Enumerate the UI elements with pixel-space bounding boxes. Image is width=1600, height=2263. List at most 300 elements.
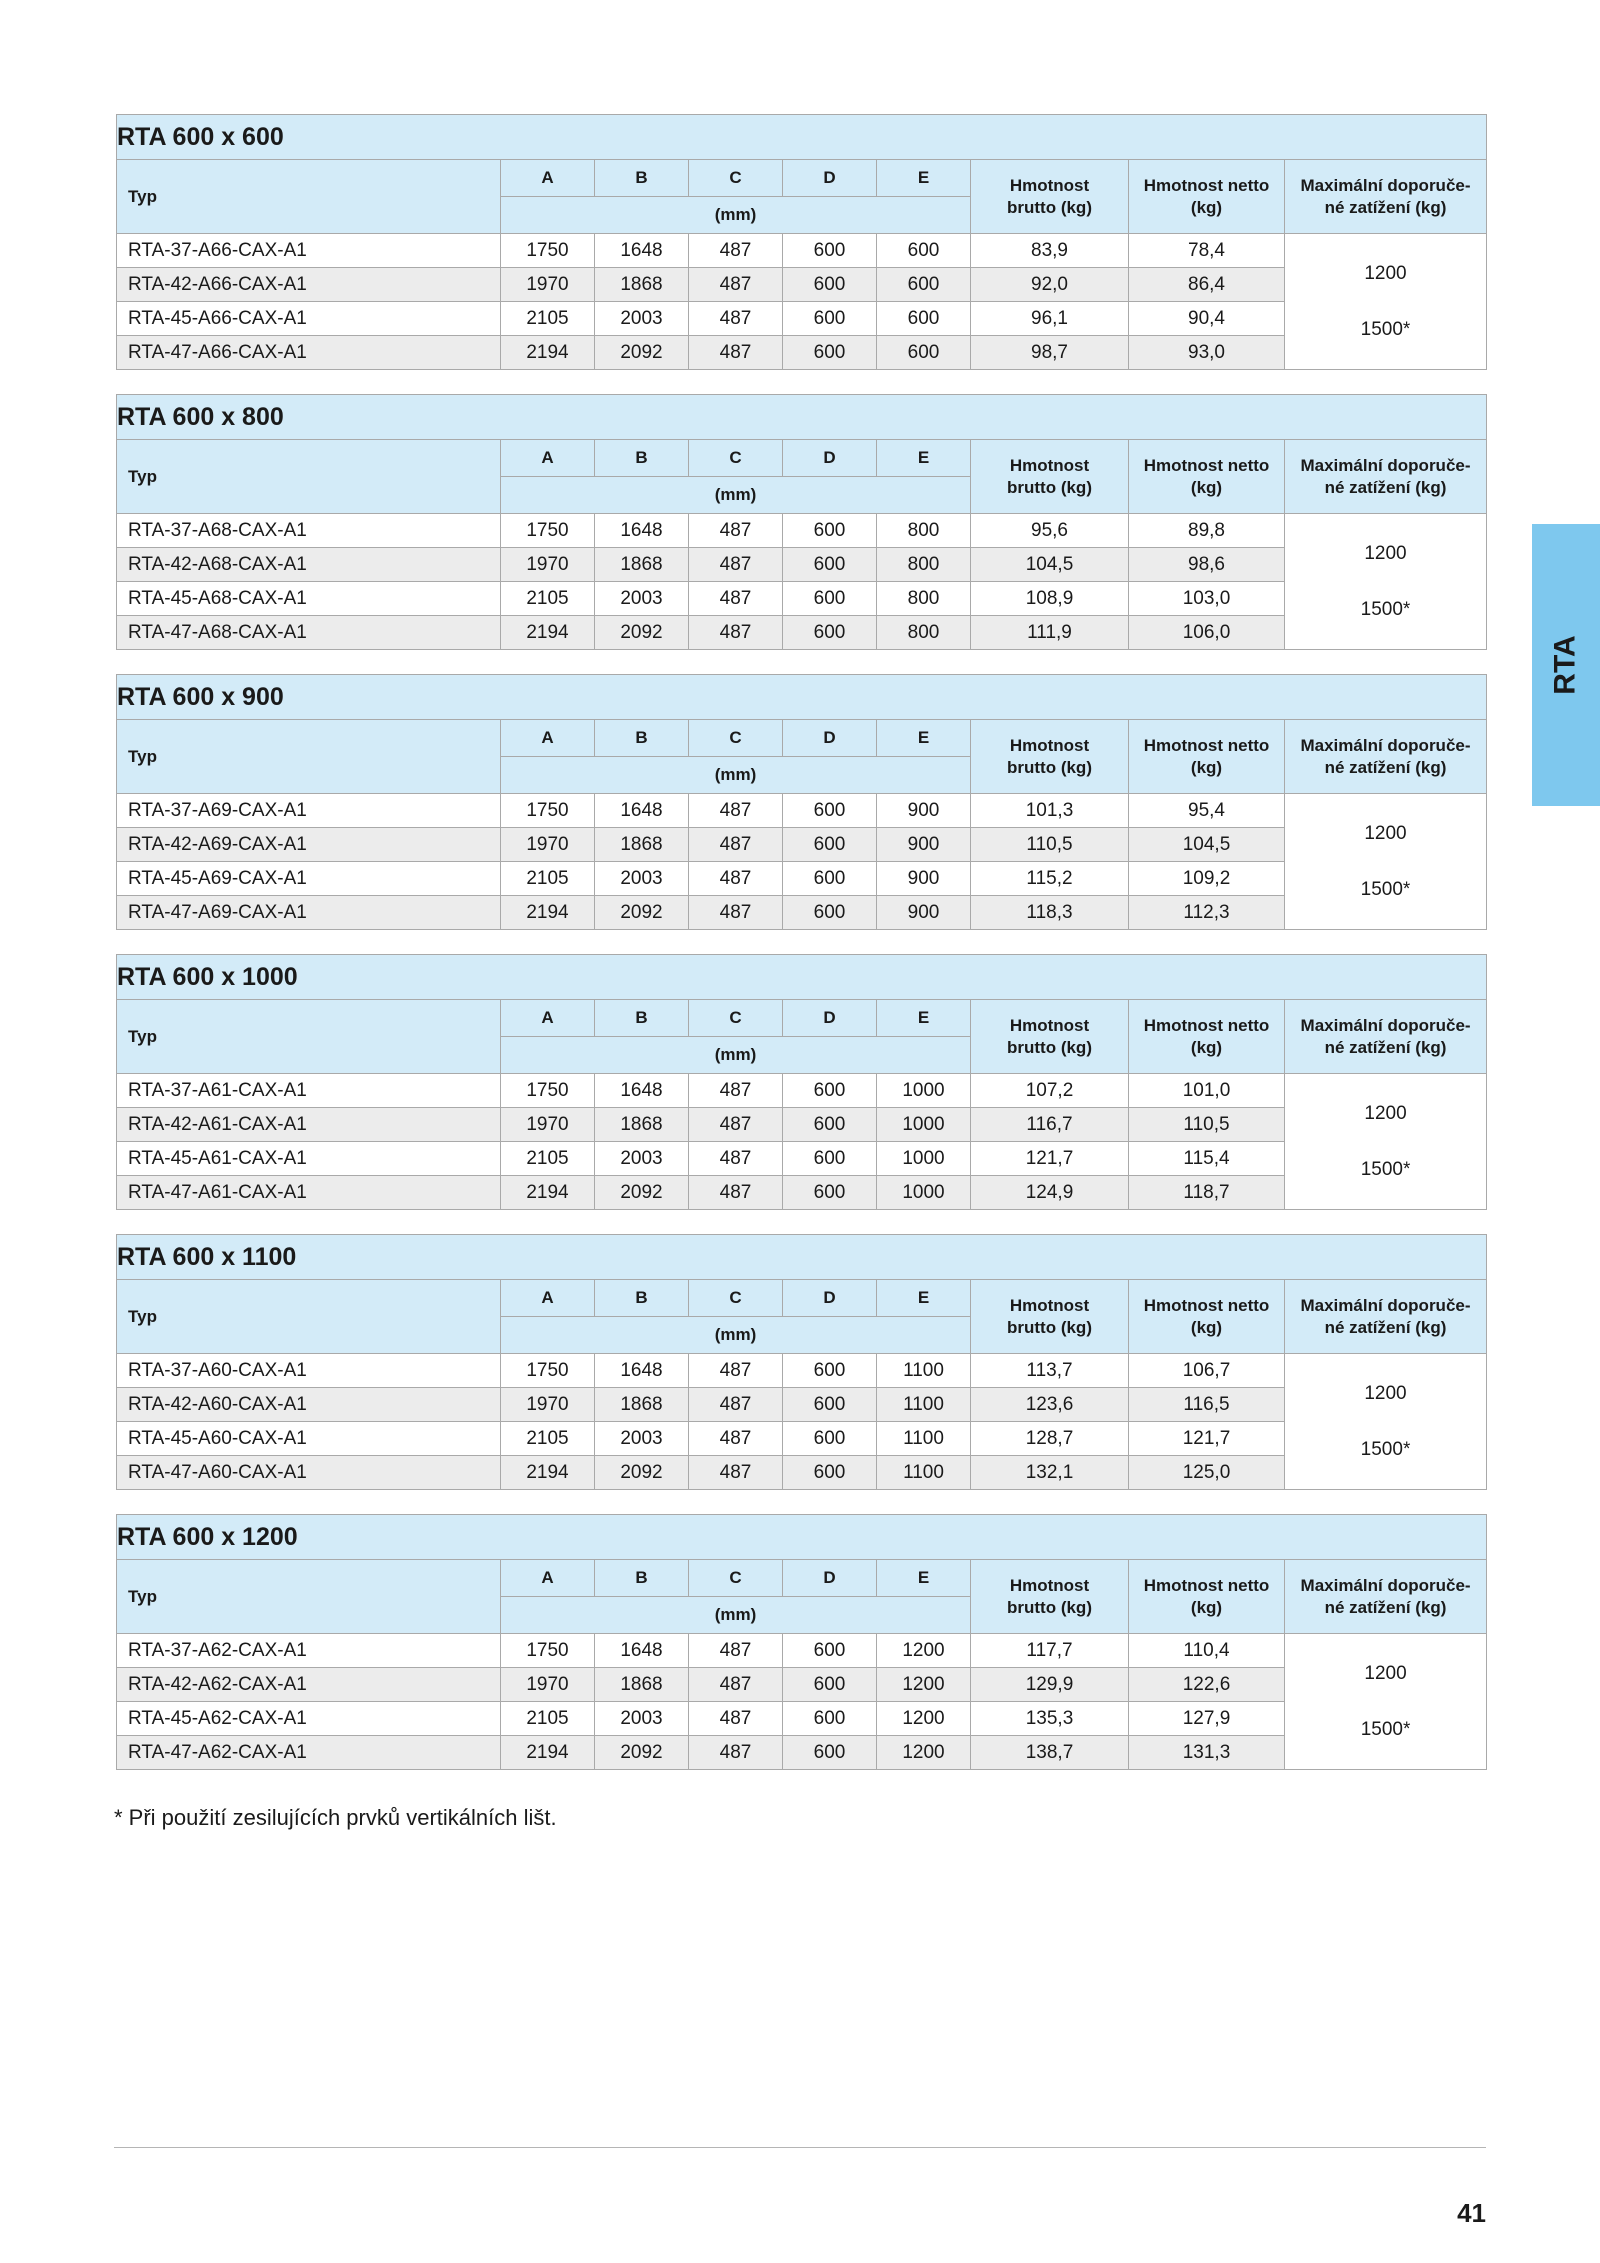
cell-netto: 109,2 <box>1129 862 1285 896</box>
header-max-load-line2: né zatížení (kg) <box>1324 1597 1447 1617</box>
header-col-b: B <box>595 1000 689 1037</box>
cell-brutto: 118,3 <box>971 896 1129 930</box>
cell-e: 1100 <box>877 1388 971 1422</box>
cell-typ: RTA-45-A68-CAX-A1 <box>117 582 501 616</box>
header-netto-line2: (kg) <box>1190 197 1223 217</box>
table-row <box>117 1736 1487 1770</box>
table-title: RTA 600 x 800 <box>117 395 1487 440</box>
header-brutto <box>971 1000 1129 1074</box>
max-load-value: 1200 <box>1364 542 1407 564</box>
header-brutto <box>971 1560 1129 1634</box>
header-brutto-line1: Hmotnost <box>1009 455 1090 475</box>
cell-b: 1648 <box>595 1354 689 1388</box>
cell-max-load <box>1285 1634 1487 1770</box>
header-max-load <box>1285 1280 1487 1354</box>
cell-e: 1200 <box>877 1634 971 1668</box>
cell-max-load <box>1285 1074 1487 1210</box>
spec-table <box>116 114 1487 370</box>
cell-a: 2105 <box>501 582 595 616</box>
cell-d: 600 <box>783 1388 877 1422</box>
cell-netto: 95,4 <box>1129 794 1285 828</box>
cell-c: 487 <box>689 548 783 582</box>
cell-e: 800 <box>877 548 971 582</box>
cell-brutto: 96,1 <box>971 302 1129 336</box>
table-title-row <box>117 955 1487 1000</box>
header-col-a: A <box>501 1560 595 1597</box>
cell-d: 600 <box>783 582 877 616</box>
table-row <box>117 1422 1487 1456</box>
cell-c: 487 <box>689 1702 783 1736</box>
cell-b: 1648 <box>595 1074 689 1108</box>
header-typ: Typ <box>117 440 501 514</box>
cell-brutto: 138,7 <box>971 1736 1129 1770</box>
table-title: RTA 600 x 1100 <box>117 1235 1487 1280</box>
cell-typ: RTA-47-A69-CAX-A1 <box>117 896 501 930</box>
max-load-value: 1500* <box>1360 598 1411 620</box>
cell-e: 600 <box>877 302 971 336</box>
header-col-e: E <box>877 720 971 757</box>
cell-typ: RTA-42-A60-CAX-A1 <box>117 1388 501 1422</box>
cell-e: 1100 <box>877 1354 971 1388</box>
spec-tables <box>116 114 1486 1794</box>
max-load-value: 1500* <box>1360 318 1411 340</box>
header-col-d: D <box>783 1280 877 1317</box>
cell-c: 487 <box>689 336 783 370</box>
table-header-row <box>117 1560 1487 1597</box>
cell-e: 900 <box>877 828 971 862</box>
header-brutto <box>971 160 1129 234</box>
header-max-load-line2: né zatížení (kg) <box>1324 197 1447 217</box>
header-netto-line1: Hmotnost netto <box>1143 1015 1270 1035</box>
cell-d: 600 <box>783 336 877 370</box>
cell-b: 2092 <box>595 1736 689 1770</box>
cell-d: 600 <box>783 1736 877 1770</box>
header-netto <box>1129 1000 1285 1074</box>
cell-d: 600 <box>783 302 877 336</box>
cell-brutto: 95,6 <box>971 514 1129 548</box>
cell-c: 487 <box>689 1108 783 1142</box>
cell-c: 487 <box>689 896 783 930</box>
cell-b: 2092 <box>595 1456 689 1490</box>
cell-b: 2003 <box>595 862 689 896</box>
cell-c: 487 <box>689 582 783 616</box>
cell-max-load <box>1285 234 1487 370</box>
header-netto-line2: (kg) <box>1190 1037 1223 1057</box>
page-number: 41 <box>1457 2198 1486 2228</box>
table-header-row <box>117 440 1487 477</box>
cell-d: 600 <box>783 548 877 582</box>
table-title-row <box>117 1235 1487 1280</box>
max-load-value: 1200 <box>1364 822 1407 844</box>
spec-table <box>116 954 1487 1210</box>
cell-brutto: 117,7 <box>971 1634 1129 1668</box>
cell-b: 2003 <box>595 582 689 616</box>
cell-d: 600 <box>783 794 877 828</box>
cell-a: 2194 <box>501 896 595 930</box>
cell-a: 1750 <box>501 794 595 828</box>
cell-b: 1868 <box>595 828 689 862</box>
cell-netto: 93,0 <box>1129 336 1285 370</box>
table-row <box>117 302 1487 336</box>
cell-typ: RTA-42-A62-CAX-A1 <box>117 1668 501 1702</box>
cell-b: 2092 <box>595 896 689 930</box>
header-col-e: E <box>877 1280 971 1317</box>
header-brutto <box>971 440 1129 514</box>
header-col-c: C <box>689 1560 783 1597</box>
cell-brutto: 121,7 <box>971 1142 1129 1176</box>
cell-e: 1200 <box>877 1668 971 1702</box>
header-col-b: B <box>595 160 689 197</box>
header-brutto-line1: Hmotnost <box>1009 175 1090 195</box>
table-header-row <box>117 720 1487 757</box>
cell-brutto: 107,2 <box>971 1074 1129 1108</box>
cell-b: 2092 <box>595 336 689 370</box>
cell-netto: 131,3 <box>1129 1736 1285 1770</box>
header-max-load <box>1285 440 1487 514</box>
header-max-load-line2: né zatížení (kg) <box>1324 477 1447 497</box>
cell-a: 2194 <box>501 336 595 370</box>
cell-brutto: 108,9 <box>971 582 1129 616</box>
table-row <box>117 514 1487 548</box>
cell-typ: RTA-37-A66-CAX-A1 <box>117 234 501 268</box>
cell-netto: 122,6 <box>1129 1668 1285 1702</box>
cell-d: 600 <box>783 1668 877 1702</box>
cell-c: 487 <box>689 1388 783 1422</box>
cell-c: 487 <box>689 1422 783 1456</box>
cell-d: 600 <box>783 1702 877 1736</box>
header-typ: Typ <box>117 1280 501 1354</box>
cell-e: 900 <box>877 862 971 896</box>
table-title: RTA 600 x 1000 <box>117 955 1487 1000</box>
header-col-d: D <box>783 440 877 477</box>
header-col-c: C <box>689 440 783 477</box>
header-netto-line2: (kg) <box>1190 757 1223 777</box>
cell-netto: 127,9 <box>1129 1702 1285 1736</box>
cell-b: 2003 <box>595 302 689 336</box>
table-row <box>117 828 1487 862</box>
cell-max-load <box>1285 1354 1487 1490</box>
header-typ: Typ <box>117 1560 501 1634</box>
cell-d: 600 <box>783 1634 877 1668</box>
cell-b: 2003 <box>595 1702 689 1736</box>
header-unit: (mm) <box>501 1037 971 1074</box>
header-max-load <box>1285 160 1487 234</box>
header-brutto <box>971 720 1129 794</box>
cell-a: 1750 <box>501 1354 595 1388</box>
cell-e: 1100 <box>877 1456 971 1490</box>
header-brutto <box>971 1280 1129 1354</box>
header-col-d: D <box>783 720 877 757</box>
cell-typ: RTA-45-A66-CAX-A1 <box>117 302 501 336</box>
cell-e: 800 <box>877 616 971 650</box>
cell-c: 487 <box>689 1456 783 1490</box>
cell-b: 2092 <box>595 616 689 650</box>
table-row <box>117 234 1487 268</box>
cell-a: 1970 <box>501 1668 595 1702</box>
cell-brutto: 92,0 <box>971 268 1129 302</box>
table-row <box>117 1354 1487 1388</box>
table-header-row <box>117 1000 1487 1037</box>
max-load-value: 1200 <box>1364 1382 1407 1404</box>
cell-e: 800 <box>877 582 971 616</box>
cell-b: 1648 <box>595 1634 689 1668</box>
header-max-load <box>1285 1560 1487 1634</box>
header-netto <box>1129 440 1285 514</box>
header-max-load <box>1285 1000 1487 1074</box>
table-row <box>117 1108 1487 1142</box>
cell-b: 1868 <box>595 1388 689 1422</box>
header-netto-line2: (kg) <box>1190 477 1223 497</box>
header-col-b: B <box>595 440 689 477</box>
header-brutto-line2: brutto (kg) <box>1007 1317 1092 1337</box>
header-unit: (mm) <box>501 1317 971 1354</box>
header-col-a: A <box>501 1280 595 1317</box>
table-row <box>117 896 1487 930</box>
cell-a: 2194 <box>501 1176 595 1210</box>
max-load-value: 1500* <box>1360 1718 1411 1740</box>
header-max-load-line1: Maximální doporuče- <box>1300 735 1471 755</box>
cell-d: 600 <box>783 616 877 650</box>
cell-e: 900 <box>877 794 971 828</box>
cell-c: 487 <box>689 268 783 302</box>
side-tab-rta <box>1532 524 1600 806</box>
cell-brutto: 123,6 <box>971 1388 1129 1422</box>
cell-d: 600 <box>783 1108 877 1142</box>
header-brutto-line2: brutto (kg) <box>1007 1597 1092 1617</box>
cell-netto: 104,5 <box>1129 828 1285 862</box>
header-col-b: B <box>595 1280 689 1317</box>
cell-netto: 125,0 <box>1129 1456 1285 1490</box>
spec-table <box>116 1234 1487 1490</box>
cell-d: 600 <box>783 1456 877 1490</box>
header-netto <box>1129 160 1285 234</box>
table-title: RTA 600 x 900 <box>117 675 1487 720</box>
cell-a: 2105 <box>501 302 595 336</box>
cell-brutto: 113,7 <box>971 1354 1129 1388</box>
header-col-a: A <box>501 160 595 197</box>
cell-typ: RTA-47-A68-CAX-A1 <box>117 616 501 650</box>
table-row <box>117 1176 1487 1210</box>
max-load-value: 1200 <box>1364 262 1407 284</box>
cell-b: 1648 <box>595 234 689 268</box>
cell-a: 2105 <box>501 1142 595 1176</box>
max-load-value: 1500* <box>1360 1438 1411 1460</box>
table-title-row <box>117 115 1487 160</box>
cell-e: 1000 <box>877 1108 971 1142</box>
header-max-load-line1: Maximální doporuče- <box>1300 175 1471 195</box>
cell-c: 487 <box>689 794 783 828</box>
cell-d: 600 <box>783 1422 877 1456</box>
table-header-row <box>117 160 1487 197</box>
header-netto-line1: Hmotnost netto <box>1143 455 1270 475</box>
cell-a: 2105 <box>501 1422 595 1456</box>
cell-b: 1868 <box>595 1668 689 1702</box>
cell-a: 1970 <box>501 1108 595 1142</box>
header-col-e: E <box>877 1560 971 1597</box>
cell-e: 600 <box>877 234 971 268</box>
cell-brutto: 135,3 <box>971 1702 1129 1736</box>
cell-b: 1648 <box>595 514 689 548</box>
header-max-load <box>1285 720 1487 794</box>
side-tab-label: RTA <box>1549 635 1582 695</box>
header-netto <box>1129 1560 1285 1634</box>
cell-typ: RTA-45-A60-CAX-A1 <box>117 1422 501 1456</box>
cell-b: 2003 <box>595 1142 689 1176</box>
cell-d: 600 <box>783 828 877 862</box>
cell-max-load <box>1285 514 1487 650</box>
header-brutto-line2: brutto (kg) <box>1007 477 1092 497</box>
table-row <box>117 616 1487 650</box>
cell-typ: RTA-42-A61-CAX-A1 <box>117 1108 501 1142</box>
cell-c: 487 <box>689 1354 783 1388</box>
header-col-a: A <box>501 1000 595 1037</box>
cell-brutto: 111,9 <box>971 616 1129 650</box>
spec-table <box>116 394 1487 650</box>
cell-d: 600 <box>783 1074 877 1108</box>
footnote: * Při použití zesilujících prvků vertikálních lišt. <box>114 1805 557 1830</box>
header-brutto-line1: Hmotnost <box>1009 735 1090 755</box>
cell-brutto: 128,7 <box>971 1422 1129 1456</box>
cell-e: 1100 <box>877 1422 971 1456</box>
cell-typ: RTA-37-A60-CAX-A1 <box>117 1354 501 1388</box>
cell-c: 487 <box>689 1668 783 1702</box>
cell-a: 2105 <box>501 1702 595 1736</box>
cell-b: 2092 <box>595 1176 689 1210</box>
table-row <box>117 1702 1487 1736</box>
cell-typ: RTA-37-A69-CAX-A1 <box>117 794 501 828</box>
cell-c: 487 <box>689 514 783 548</box>
cell-a: 1970 <box>501 828 595 862</box>
cell-max-load <box>1285 794 1487 930</box>
cell-netto: 116,5 <box>1129 1388 1285 1422</box>
cell-e: 600 <box>877 268 971 302</box>
cell-netto: 101,0 <box>1129 1074 1285 1108</box>
header-col-d: D <box>783 1560 877 1597</box>
table-row <box>117 268 1487 302</box>
cell-a: 1750 <box>501 1074 595 1108</box>
cell-e: 1200 <box>877 1702 971 1736</box>
header-typ: Typ <box>117 720 501 794</box>
cell-typ: RTA-37-A61-CAX-A1 <box>117 1074 501 1108</box>
cell-netto: 106,7 <box>1129 1354 1285 1388</box>
cell-brutto: 124,9 <box>971 1176 1129 1210</box>
cell-a: 1750 <box>501 234 595 268</box>
cell-c: 487 <box>689 862 783 896</box>
table-row <box>117 794 1487 828</box>
cell-e: 1000 <box>877 1176 971 1210</box>
header-max-load-line2: né zatížení (kg) <box>1324 757 1447 777</box>
cell-d: 600 <box>783 1176 877 1210</box>
header-col-a: A <box>501 440 595 477</box>
table-row <box>117 1634 1487 1668</box>
cell-netto: 78,4 <box>1129 234 1285 268</box>
max-load-value: 1500* <box>1360 1158 1411 1180</box>
header-brutto-line1: Hmotnost <box>1009 1575 1090 1595</box>
cell-netto: 89,8 <box>1129 514 1285 548</box>
header-typ: Typ <box>117 1000 501 1074</box>
header-max-load-line1: Maximální doporuče- <box>1300 1295 1471 1315</box>
cell-netto: 110,4 <box>1129 1634 1285 1668</box>
cell-typ: RTA-47-A61-CAX-A1 <box>117 1176 501 1210</box>
cell-e: 900 <box>877 896 971 930</box>
header-brutto-line2: brutto (kg) <box>1007 1037 1092 1057</box>
table-row <box>117 1456 1487 1490</box>
table-row <box>117 548 1487 582</box>
header-netto <box>1129 720 1285 794</box>
table-row <box>117 1388 1487 1422</box>
cell-typ: RTA-42-A66-CAX-A1 <box>117 268 501 302</box>
spec-table <box>116 674 1487 930</box>
cell-a: 2194 <box>501 1456 595 1490</box>
table-title: RTA 600 x 1200 <box>117 1515 1487 1560</box>
cell-c: 487 <box>689 1736 783 1770</box>
cell-b: 1868 <box>595 1108 689 1142</box>
cell-typ: RTA-47-A60-CAX-A1 <box>117 1456 501 1490</box>
cell-e: 1200 <box>877 1736 971 1770</box>
cell-a: 2194 <box>501 616 595 650</box>
cell-a: 1970 <box>501 268 595 302</box>
cell-c: 487 <box>689 616 783 650</box>
header-unit: (mm) <box>501 757 971 794</box>
header-unit: (mm) <box>501 1597 971 1634</box>
header-max-load-line2: né zatížení (kg) <box>1324 1317 1447 1337</box>
cell-netto: 112,3 <box>1129 896 1285 930</box>
cell-c: 487 <box>689 1634 783 1668</box>
cell-typ: RTA-45-A61-CAX-A1 <box>117 1142 501 1176</box>
cell-netto: 121,7 <box>1129 1422 1285 1456</box>
header-netto-line1: Hmotnost netto <box>1143 175 1270 195</box>
cell-netto: 106,0 <box>1129 616 1285 650</box>
header-netto <box>1129 1280 1285 1354</box>
header-col-c: C <box>689 160 783 197</box>
header-col-b: B <box>595 720 689 757</box>
header-unit: (mm) <box>501 197 971 234</box>
header-col-d: D <box>783 160 877 197</box>
cell-typ: RTA-42-A69-CAX-A1 <box>117 828 501 862</box>
cell-a: 2194 <box>501 1736 595 1770</box>
header-unit: (mm) <box>501 477 971 514</box>
cell-b: 1648 <box>595 794 689 828</box>
table-row <box>117 1142 1487 1176</box>
cell-d: 600 <box>783 234 877 268</box>
header-brutto-line1: Hmotnost <box>1009 1015 1090 1035</box>
cell-e: 1000 <box>877 1142 971 1176</box>
header-netto-line2: (kg) <box>1190 1597 1223 1617</box>
header-netto-line1: Hmotnost netto <box>1143 1295 1270 1315</box>
cell-a: 1750 <box>501 514 595 548</box>
table-title: RTA 600 x 600 <box>117 115 1487 160</box>
cell-brutto: 116,7 <box>971 1108 1129 1142</box>
cell-brutto: 132,1 <box>971 1456 1129 1490</box>
cell-e: 1000 <box>877 1074 971 1108</box>
cell-d: 600 <box>783 1354 877 1388</box>
header-col-d: D <box>783 1000 877 1037</box>
cell-netto: 90,4 <box>1129 302 1285 336</box>
header-col-b: B <box>595 1560 689 1597</box>
cell-netto: 115,4 <box>1129 1142 1285 1176</box>
table-row <box>117 582 1487 616</box>
cell-a: 1970 <box>501 1388 595 1422</box>
header-netto-line1: Hmotnost netto <box>1143 1575 1270 1595</box>
header-max-load-line1: Maximální doporuče- <box>1300 1575 1471 1595</box>
cell-c: 487 <box>689 1176 783 1210</box>
cell-c: 487 <box>689 302 783 336</box>
cell-c: 487 <box>689 1142 783 1176</box>
cell-brutto: 110,5 <box>971 828 1129 862</box>
cell-brutto: 115,2 <box>971 862 1129 896</box>
cell-b: 2003 <box>595 1422 689 1456</box>
header-max-load-line1: Maximální doporuče- <box>1300 1015 1471 1035</box>
